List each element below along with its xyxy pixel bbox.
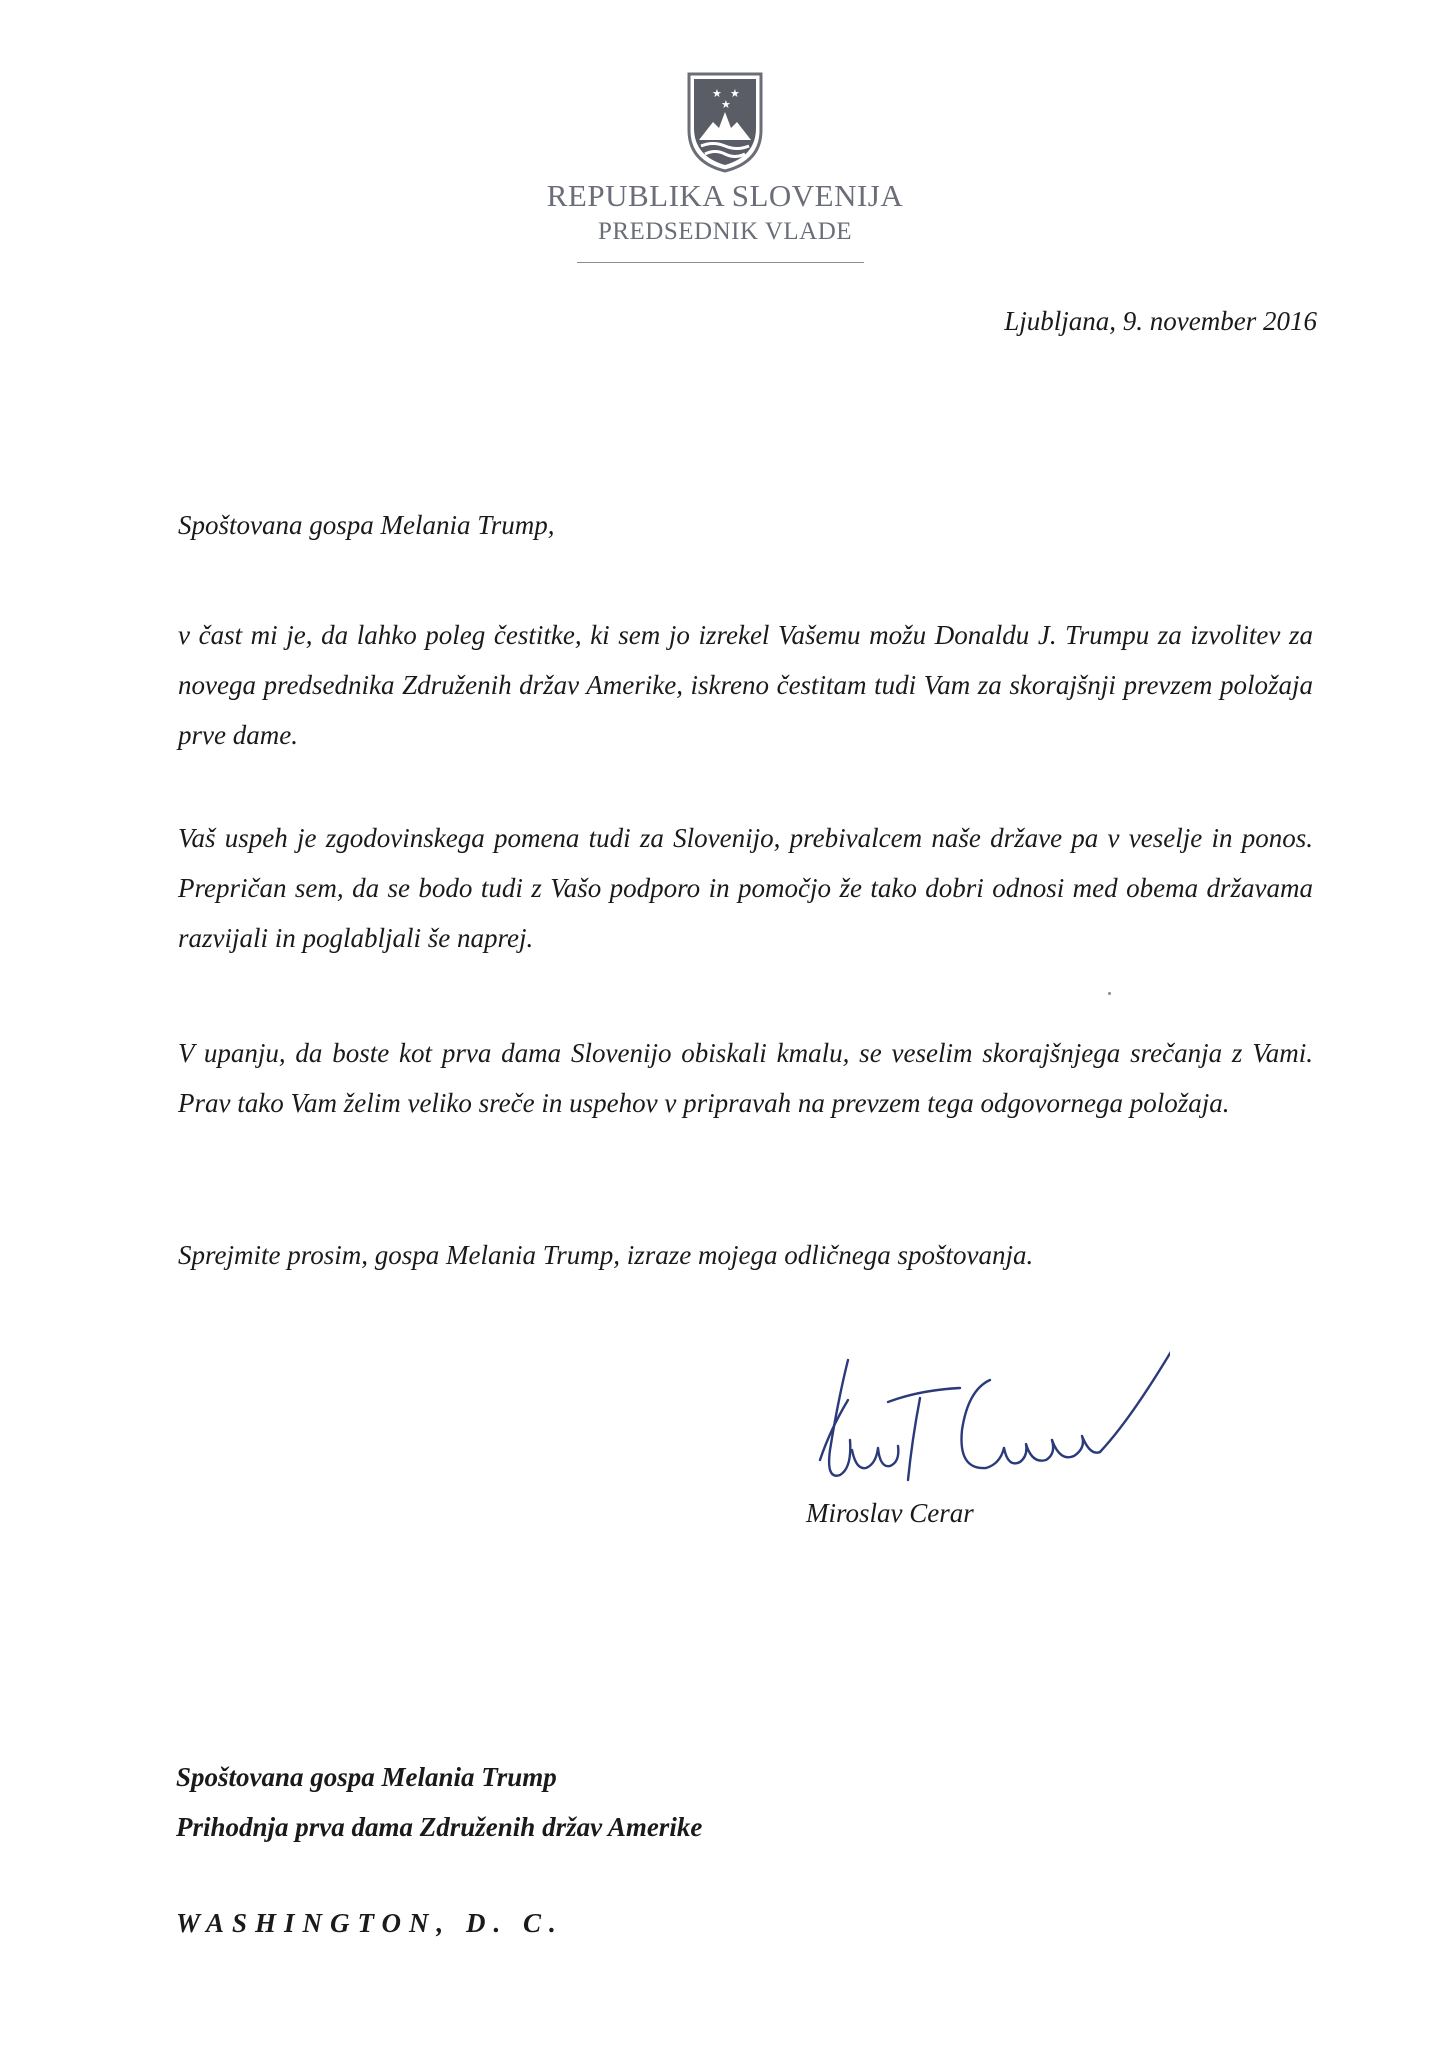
addressee-line-1: Spoštovana gospa Melania Trump <box>176 1762 557 1792</box>
handwritten-signature <box>790 1340 1170 1500</box>
svg-text:★: ★ <box>712 87 722 100</box>
addressee-city: WASHINGTON, D. C. <box>176 1908 564 1938</box>
letterhead <box>0 0 1455 270</box>
letterhead-title: REPUBLIKA SLOVENIJA <box>546 178 904 213</box>
svg-text:★: ★ <box>721 98 731 111</box>
svg-text:★: ★ <box>730 87 740 100</box>
coat-of-arms-icon <box>685 70 765 175</box>
salutation: Spoštovana gospa Melania Trump, <box>178 510 555 540</box>
addressee-line-2: Prihodnja prva dama Združenih držav Amerike <box>176 1812 703 1842</box>
addressee-block <box>176 1752 702 1852</box>
signer-name: Miroslav Cerar <box>806 1498 974 1528</box>
letterhead-subtitle: PREDSEDNIK VLADE <box>597 218 853 245</box>
paper-speck <box>1108 992 1111 995</box>
letterhead-divider <box>577 262 864 263</box>
closing-line: Sprejmite prosim, gospa Melania Trump, izraze mojega odličnega spoštovanja. <box>178 1240 1034 1270</box>
letter-date: Ljubljana, 9. november 2016 <box>1004 306 1317 336</box>
body-paragraph-1: v čast mi je, da lahko poleg čestitke, ki sem jo izrekel Vašemu možu Donaldu J. Trumpu za izvolitev za novega predsednika Združenih držav Amerike, iskreno čestitam tudi Vam za skorajšnji prevzem položaja prve dame. <box>178 620 1313 750</box>
body-paragraph-3: V upanju, da boste kot prva dama Slovenijo obiskali kmalu, se veselim skorajšnjega srečanja z Vami. Prav tako Vam želim veliko sreče in uspehov v pripravah na prevzem tega odgovornega položaja. <box>178 1038 1313 1118</box>
body-paragraph-2: Vaš uspeh je zgodovinskega pomena tudi za Slovenijo, prebivalcem naše države pa v veselje in ponos. Prepričan sem, da se bodo tudi z Vašo podporo in pomočjo že tako dobri odnosi med obema državama razvijali in poglabljali še naprej. <box>178 823 1313 953</box>
